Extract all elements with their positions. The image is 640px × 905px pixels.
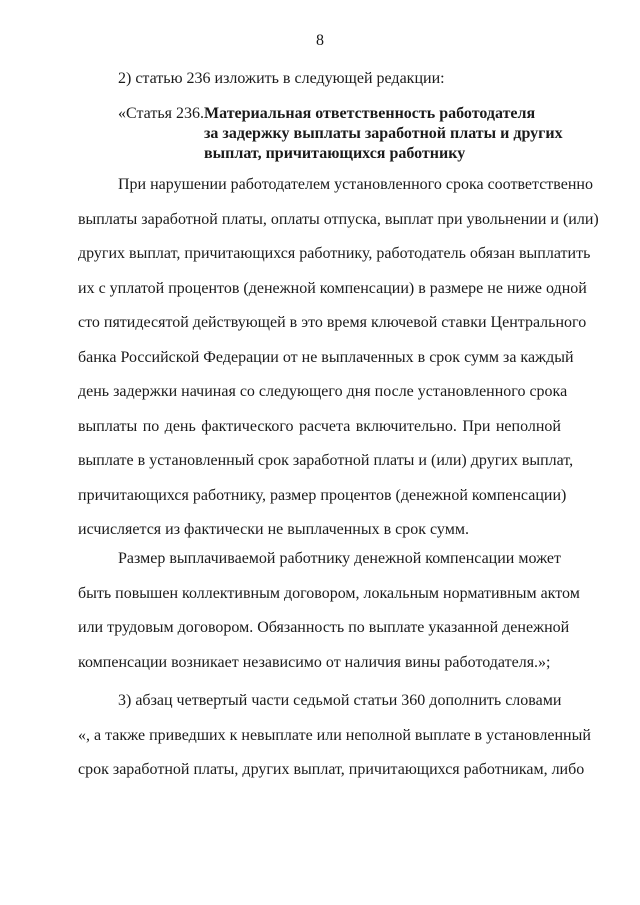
paragraph-3: [78, 684, 591, 788]
text-line: компенсации возникает независимо от наличия вины работодателя.»;: [78, 653, 551, 671]
text-line: день задержки начиная со следующего дня после установленного срока: [78, 383, 568, 400]
article-title-line: Материальная ответственность работодателя: [204, 105, 536, 122]
text-line: или трудовым договором. Обязанность по выплате указанной денежной: [78, 619, 570, 636]
article-title: [204, 104, 574, 164]
text-line: При нарушении работодателем установленного срока соответственно: [118, 176, 593, 193]
text-line: срок заработной платы, других выплат, причитающихся работникам, либо: [78, 761, 585, 778]
text-line: банка Российской Федерации от не выплаченных в срок сумм за каждый: [78, 348, 574, 366]
text-line: причитающихся работнику, размер процентов (денежной компенсации): [78, 486, 567, 504]
text-line: Размер выплачиваемой работнику денежной компенсации может: [118, 550, 562, 567]
text-line: сто пятидесятой действующей в это время ключевой ставки Центрального: [78, 314, 587, 331]
article-title-line: за задержку выплаты заработной платы и других: [204, 125, 563, 142]
text-line: исчисляется из фактически не выплаченных в срок сумм.: [78, 521, 469, 538]
page-number: 8: [316, 32, 324, 49]
article-number: «Статья 236.: [118, 105, 204, 122]
amendment-intro: 2) статью 236 изложить в следующей редакции:: [118, 70, 445, 87]
article-title-line: выплат, причитающихся работнику: [204, 145, 466, 162]
text-line: быть повышен коллективным договором, локальным нормативным актом: [78, 584, 580, 602]
text-line: 3) абзац четвертый части седьмой статьи 360 дополнить словами: [118, 692, 562, 709]
paragraph-2: [78, 542, 580, 680]
text-line: выплате в установленный срок заработной платы и (или) других выплат,: [78, 452, 574, 469]
paragraph-1: [78, 168, 599, 548]
text-line: выплаты по день фактического расчета включительно. При неполной: [78, 417, 561, 435]
text-line: их с уплатой процентов (денежной компенсации) в размере не ниже одной: [78, 279, 587, 297]
text-line: «, а также приведших к невыплате или неполной выплате в установленный: [78, 726, 591, 744]
text-line: выплаты заработной платы, оплаты отпуска, выплат при увольнении и (или): [78, 210, 599, 228]
text-line: других выплат, причитающихся работнику, работодатель обязан выплатить: [78, 245, 591, 262]
